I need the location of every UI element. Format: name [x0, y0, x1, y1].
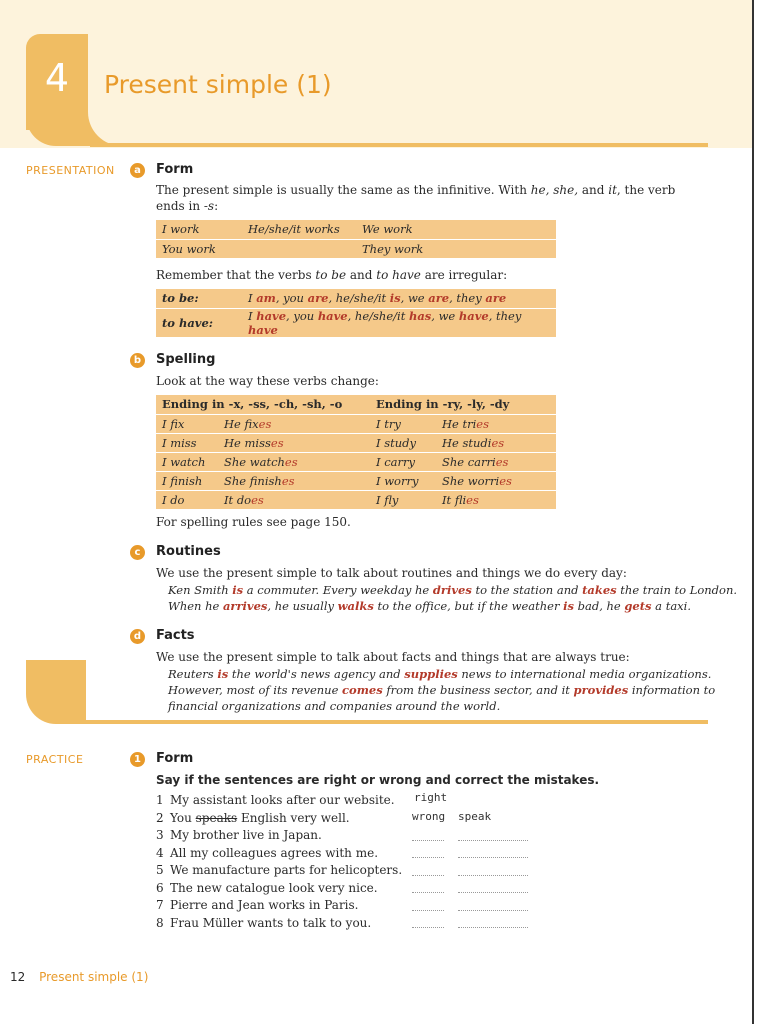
to-be-forms: I am, you are, he/she/it is, we are, they are	[242, 289, 556, 308]
spelling-form: It does	[224, 492, 264, 507]
routines-intro: We use the present simple to talk about routines and things we do every day:	[156, 566, 627, 580]
spelling-form: She finishes	[218, 471, 370, 490]
answer-2-correction: speak	[458, 810, 492, 823]
practice-label: PRACTICE	[26, 753, 84, 766]
form-cell: I work	[156, 220, 242, 239]
spelling-base: I worry	[370, 471, 436, 490]
spelling-row	[156, 471, 556, 490]
spelling-head-right: Ending in -ry, -ly, -dy	[370, 395, 556, 414]
spelling-head-left: Ending in -x, -ss, -ch, -sh, -o	[156, 395, 370, 414]
remember-text: Remember that the verbs to be and to have are irregular:	[156, 268, 508, 282]
form-heading: Form	[156, 162, 194, 177]
form-table-row	[156, 239, 556, 258]
exercise-item: 6 The new catalogue look very nice.	[156, 880, 378, 895]
header-rule	[90, 143, 708, 147]
form-cell: We work	[356, 220, 556, 239]
irregular-table	[156, 289, 556, 337]
spelling-row	[156, 433, 556, 452]
page-title: Present simple (1)	[104, 70, 332, 99]
answer-blank[interactable]	[412, 840, 444, 841]
spelling-form: She carries	[436, 452, 556, 471]
facts-intro: We use the present simple to talk about facts and things that are always true:	[156, 650, 630, 664]
spelling-base: I watch	[156, 452, 218, 471]
spelling-form: He tries	[436, 414, 556, 433]
exercise-item: 2 You speaks English very well.	[156, 810, 350, 825]
bullet-a: a	[130, 163, 145, 178]
answer-blank[interactable]	[412, 927, 444, 928]
page-edge	[752, 0, 754, 1024]
answer-blank[interactable]	[412, 875, 444, 876]
exercise-item: 4 All my colleagues agrees with me.	[156, 845, 379, 860]
spelling-header-row	[156, 395, 556, 414]
answer-blank[interactable]	[412, 857, 444, 858]
facts-example-3: financial organizations and companies around the world.	[168, 699, 501, 713]
answer-blank[interactable]	[412, 910, 444, 911]
routines-example-1: Ken Smith is a commuter. Every weekday he drives to the station and takes the train to London.	[168, 583, 738, 597]
bullet-d: d	[130, 629, 145, 644]
correction-blank[interactable]	[458, 875, 528, 876]
spelling-note: For spelling rules see page 150.	[156, 515, 351, 529]
bullet-b: b	[130, 353, 145, 368]
irregular-row-have	[156, 308, 556, 337]
bullet-c: c	[130, 545, 145, 560]
spelling-row	[156, 414, 556, 433]
practice-heading: Form	[156, 751, 194, 766]
facts-heading: Facts	[156, 628, 195, 643]
presentation-label: PRESENTATION	[26, 164, 115, 177]
spelling-form: She worries	[436, 471, 556, 490]
spelling-table	[156, 395, 556, 509]
exercise-item: 7 Pierre and Jean works in Paris.	[156, 898, 359, 912]
spelling-form: He misses	[218, 433, 370, 452]
facts-example-1: Reuters is the world's news agency and supplies news to international media organizations.	[168, 667, 712, 681]
exercise-item: 1 My assistant looks after our website.	[156, 793, 395, 807]
to-have-label: to have:	[162, 315, 214, 330]
answer-2-judgement: wrong	[412, 810, 446, 823]
spelling-base: I try	[370, 414, 436, 433]
correction-blank[interactable]	[458, 927, 528, 928]
form-cell: They work	[362, 241, 424, 256]
irregular-row-be	[156, 289, 556, 308]
practice-instruction: Say if the sentences are right or wrong and correct the mistakes.	[156, 773, 600, 787]
correction-blank[interactable]	[458, 910, 528, 911]
correction-blank[interactable]	[458, 840, 528, 841]
spelling-base: I study	[370, 433, 436, 452]
spelling-base: I finish	[156, 471, 218, 490]
spelling-base: I fix	[156, 414, 218, 433]
spelling-heading: Spelling	[156, 352, 216, 367]
spelling-base: I fly	[376, 492, 399, 507]
exercise-item: 3 My brother live in Japan.	[156, 828, 322, 842]
section-divider-rule	[86, 720, 708, 724]
to-be-label: to be:	[156, 289, 242, 308]
spelling-form: She watches	[218, 452, 370, 471]
spelling-row	[156, 490, 556, 509]
spelling-intro: Look at the way these verbs change:	[156, 374, 379, 388]
chapter-number: 4	[44, 56, 70, 100]
answer-1: right	[414, 791, 448, 804]
form-table	[156, 220, 556, 258]
spelling-base: I miss	[156, 433, 218, 452]
page-number: 12	[10, 970, 26, 984]
spelling-base: I do	[162, 492, 185, 507]
to-have-forms: I have, you have, he/she/it has, we have, they have	[248, 308, 522, 337]
correction-blank[interactable]	[458, 892, 528, 893]
form-cell: You work	[162, 241, 216, 256]
answer-blank[interactable]	[412, 892, 444, 893]
facts-example-2: However, most of its revenue comes from the business sector, and it provides information to	[168, 683, 716, 697]
section-divider-band	[26, 660, 86, 724]
spelling-form: He studies	[436, 433, 556, 452]
form-table-row	[156, 220, 556, 239]
form-cell: He/she/it works	[242, 220, 356, 239]
exercise-item: 5 We manufacture parts for helicopters.	[156, 863, 403, 877]
spelling-base: I carry	[370, 452, 436, 471]
page-footer	[10, 970, 148, 984]
routines-example-2: When he arrives, he usually walks to the office, but if the weather is bad, he gets a taxi.	[168, 599, 691, 613]
routines-heading: Routines	[156, 544, 221, 559]
correction-blank[interactable]	[458, 857, 528, 858]
form-cell	[242, 239, 356, 258]
spelling-form: He fixes	[218, 414, 370, 433]
bullet-1: 1	[130, 752, 145, 767]
exercise-item: 8 Frau Müller wants to talk to you.	[156, 915, 372, 930]
footer-title: Present simple (1)	[39, 970, 149, 984]
exercise-list	[156, 792, 402, 932]
form-intro: The present simple is usually the same as the infinitive. With he, she, and it, the verb ends in -s:	[156, 183, 676, 213]
spelling-row	[156, 452, 556, 471]
spelling-form: It flies	[442, 492, 479, 507]
